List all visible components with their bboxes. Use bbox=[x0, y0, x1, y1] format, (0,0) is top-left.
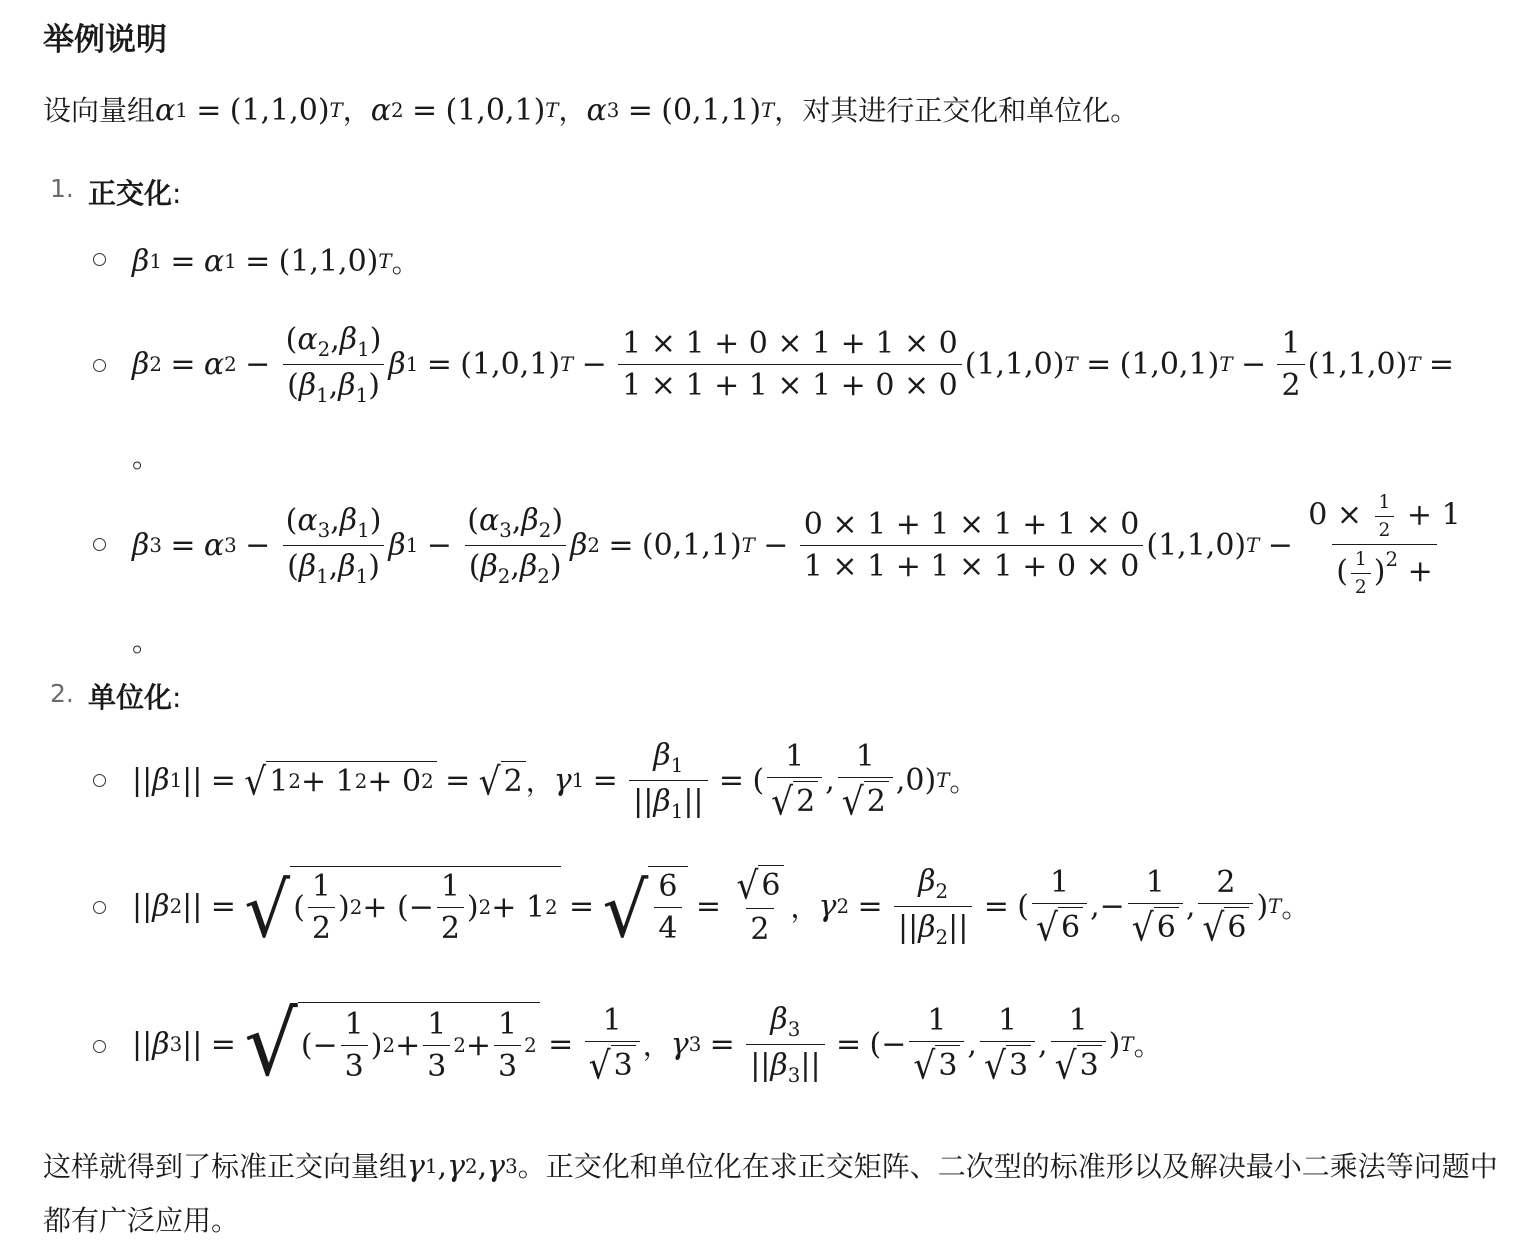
conclusion-suffix: 。正交化和单位化在求正交矩阵、二次型的标准形以及解决最小二乘法等问题中都有广泛应用。 bbox=[43, 1150, 1498, 1237]
bullet-icon bbox=[93, 538, 106, 551]
norm-beta3-formula: || β 3 || = √ (− $\frac{1}{3}$ ) 2 + $\frac{1}{3}$ 2 + $\frac{1}{3}$ 2 = 1 √ 3 bbox=[132, 1002, 643, 1086]
comma: ， bbox=[790, 891, 819, 924]
bullet-icon bbox=[93, 253, 106, 266]
section-title-colon: : bbox=[172, 681, 182, 714]
conclusion-paragraph bbox=[43, 1140, 1503, 1248]
period: 。 bbox=[391, 246, 420, 279]
gamma2-formula: γ 2 = $\frac{\beta_2}{||\beta_2||}$ = ( 1 √ 6 ,− 1 √ 6 , 2 √ 6 ) T bbox=[818, 863, 1282, 950]
section-heading: 举例说明 bbox=[43, 22, 167, 58]
list-marker-2: 2. bbox=[50, 679, 74, 708]
period: 。 bbox=[1133, 1029, 1162, 1062]
section-title-normalization bbox=[88, 676, 181, 716]
intro-prefix: 设向量组 bbox=[43, 94, 156, 127]
gamma2-formula-line bbox=[132, 858, 1309, 954]
bullet-icon bbox=[93, 359, 106, 372]
gamma-set-formula: γ 1 , γ 2 , γ 3 bbox=[407, 1149, 518, 1184]
bullet-icon bbox=[93, 901, 106, 914]
section-title-orthogonalization bbox=[88, 172, 181, 212]
beta3-period: 。 bbox=[132, 625, 161, 658]
intro-comma-3: ， bbox=[774, 94, 803, 127]
comma: ， bbox=[642, 1029, 671, 1062]
section-title-text: 正交化 bbox=[88, 177, 173, 210]
alpha2-formula: α 2 = (1,0,1) T bbox=[370, 93, 559, 128]
beta2-period: 。 bbox=[132, 441, 161, 474]
alpha3-formula: α 3 = (0,1,1) T bbox=[586, 93, 775, 128]
section-title-colon: : bbox=[172, 177, 182, 210]
section-title-text: 单位化 bbox=[88, 681, 173, 714]
comma: ， bbox=[525, 765, 554, 798]
conclusion-prefix: 这样就得到了标准正交向量组 bbox=[43, 1150, 408, 1183]
gamma3-formula-line bbox=[132, 990, 1162, 1098]
period: 。 bbox=[949, 765, 978, 798]
beta3-formula-line bbox=[132, 492, 1468, 598]
gamma1-formula: γ 1 = $\frac{\beta_1}{||\beta_1||}$ = ( 1 √ 2 , 1 √ 2 ,0) T bbox=[553, 737, 950, 824]
gamma1-formula-line bbox=[132, 735, 977, 825]
gamma3-formula: γ 3 = $\frac{\beta_3}{||\beta_3||}$ = (− 1 √ 3 , 1 √ 3 , 1 √ 3 ) T bbox=[670, 1001, 1134, 1088]
alpha-vectors-formula: α 1 = (1,1,0) T bbox=[155, 93, 343, 128]
norm-beta1-formula: || β 1 || = √ 1 2 + 1 2 + 0 2 = √ 2 bbox=[132, 761, 526, 799]
period: 。 bbox=[1281, 891, 1310, 924]
beta1-formula-line bbox=[132, 236, 420, 286]
intro-comma: ， bbox=[342, 94, 371, 127]
norm-beta2-formula: || β 2 || = √ ( $\frac{1}{2}$ ) 2 + (− $\frac{1}{2}$ ) 2 + 1 2 = √ $\frac{6}{4}$ = √ 6 2 bbox=[132, 865, 791, 947]
bullet-icon bbox=[93, 774, 106, 787]
intro-comma-2: ， bbox=[558, 94, 587, 127]
beta1-formula: β 1 = α 1 = (1,1,0) T bbox=[132, 243, 392, 279]
intro-suffix: 对其进行正交化和单位化。 bbox=[802, 94, 1139, 127]
list-marker-1: 1. bbox=[50, 174, 74, 203]
beta2-formula: β 2 = α 2 − $\frac{(\alpha_2,\beta_1)}{(\beta_1,\beta_1)}$ β 1 = (1,0,1) T − $\frac{1 \times 1 + 0 \times 1 + 1 \times 0}{1 \times 1 + 1 \times 1 + 0 \times 0}$ (1,1,0) T = (1,0,1) T − $\frac{1}{2}$ (1,1,0) T = bbox=[132, 321, 1455, 407]
beta2-formula-line bbox=[132, 318, 1462, 410]
bullet-icon bbox=[93, 1040, 106, 1053]
intro-paragraph bbox=[43, 84, 1138, 138]
beta3-formula: β 3 = α 3 − $\frac{(\alpha_3,\beta_1)}{(\beta_1,\beta_1)}$ β 1 − $\frac{(\alpha_3,\beta_2)}{(\beta_2,\beta_2)}$ β 2 = (0,1,1) T − $\frac{0 \times 1 + 1 \times 1 + 1 \times 0}{1 \times 1 + 1 \times 1 + 0 \times 0}$ (1,1,0) T − 0 × $\frac{1}{2}$ + 1 ( $\frac{1}{2}$ )$^2$ + bbox=[132, 492, 1461, 598]
